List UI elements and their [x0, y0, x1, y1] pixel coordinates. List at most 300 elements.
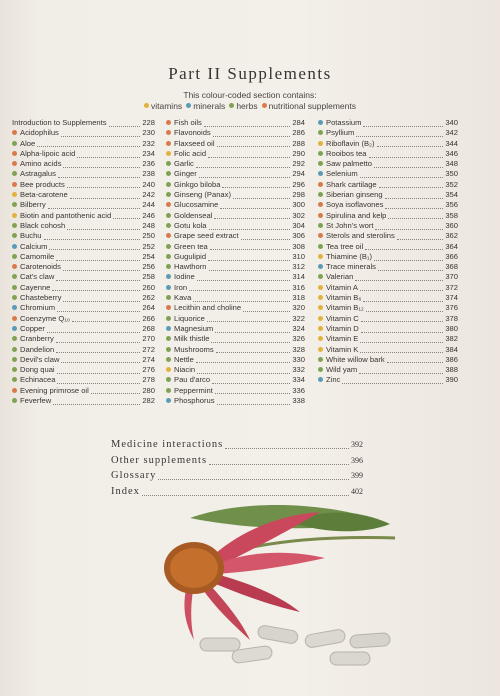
toc-page-number: 250: [142, 231, 155, 241]
dot-leader: [375, 223, 443, 230]
dot-leader: [377, 140, 444, 147]
category-dot-icon: [12, 182, 17, 187]
category-dot-icon: [318, 305, 323, 310]
toc-entry-name: Amino acids: [20, 159, 62, 169]
category-dot-icon: [318, 171, 323, 176]
toc-entry[interactable]: [166, 396, 305, 406]
dot-leader: [363, 120, 443, 127]
back-matter-entry[interactable]: [111, 484, 363, 500]
toc-entry[interactable]: [318, 375, 458, 385]
toc-entry[interactable]: [318, 242, 458, 252]
category-dot-icon: [166, 377, 171, 382]
toc-entry[interactable]: [318, 345, 458, 355]
toc-entry[interactable]: [166, 221, 305, 231]
toc-entry[interactable]: [166, 324, 305, 334]
back-matter-entry[interactable]: [111, 468, 363, 484]
toc-page-number: 280: [142, 385, 155, 395]
back-matter-entry[interactable]: [111, 453, 363, 469]
dot-leader: [193, 295, 290, 302]
toc-entry[interactable]: [12, 159, 155, 169]
toc-entry[interactable]: [318, 139, 458, 149]
toc-page-number: 376: [445, 303, 458, 313]
toc-page-number: 314: [292, 272, 305, 282]
toc-entry-name: Bee products: [20, 179, 65, 189]
category-dot-icon: [318, 254, 323, 259]
toc-entry[interactable]: [12, 272, 155, 282]
toc-entry-name: Riboflavin (B₂): [326, 138, 375, 148]
category-dot-icon: [318, 151, 323, 156]
dot-leader: [359, 367, 443, 374]
category-dot-icon: [166, 305, 171, 310]
legend-key-herbs: [229, 101, 257, 111]
toc-entry[interactable]: [12, 396, 155, 406]
toc-entry-name: Fish oils: [174, 118, 202, 127]
toc-entry[interactable]: [318, 211, 458, 221]
category-dot-icon: [12, 367, 17, 372]
category-dot-icon: [318, 264, 323, 269]
toc-entry[interactable]: [166, 242, 305, 252]
toc-page-number: 230: [142, 128, 155, 138]
toc-entry-name: Introduction to Supplements: [12, 118, 107, 127]
toc-entry-name: Gugulipid: [174, 251, 207, 261]
toc-entry-name: Acidophilus: [20, 128, 59, 138]
toc-entry-name: Thiamine (B₁): [326, 251, 373, 261]
toc-entry[interactable]: [166, 314, 305, 324]
dot-leader: [209, 223, 291, 230]
toc-entry[interactable]: [166, 272, 305, 282]
toc-entry[interactable]: [166, 334, 305, 344]
dot-leader: [57, 367, 141, 374]
toc-entry[interactable]: [166, 355, 305, 365]
category-dot-icon: [12, 171, 17, 176]
category-dot-icon: [12, 326, 17, 331]
toc-entry-name: Saw palmetto: [326, 159, 373, 169]
toc-page-number: 238: [142, 169, 155, 179]
capsule-shape: [350, 633, 391, 649]
dot-leader: [63, 295, 140, 302]
toc-entry[interactable]: [12, 293, 155, 303]
toc-entry[interactable]: [12, 314, 155, 324]
toc-entry-name: Carotenoids: [20, 262, 61, 272]
legend-label: nutritional supplements: [268, 101, 356, 111]
category-dot-icon: [12, 295, 17, 300]
dot-leader: [356, 130, 443, 137]
dot-leader: [360, 346, 443, 353]
toc-entry[interactable]: [318, 365, 458, 375]
toc-entry[interactable]: [166, 169, 305, 179]
toc-entry[interactable]: [166, 283, 305, 293]
toc-page-number: 358: [445, 210, 458, 220]
legend-dot-icon: [229, 103, 234, 108]
toc-entry-name: Cat's claw: [20, 272, 55, 282]
toc-entry-name: Spirulina and kelp: [326, 210, 387, 220]
category-dot-icon: [12, 347, 17, 352]
contents-column-3: [318, 118, 458, 386]
toc-entry[interactable]: [12, 386, 155, 396]
toc-entry[interactable]: [166, 375, 305, 385]
toc-entry-name: Grape seed extract: [174, 231, 239, 241]
toc-entry[interactable]: [318, 200, 458, 210]
toc-entry[interactable]: [12, 365, 155, 375]
toc-entry[interactable]: [166, 231, 305, 241]
category-dot-icon: [166, 285, 171, 290]
category-dot-icon: [12, 316, 17, 321]
toc-entry[interactable]: [318, 159, 458, 169]
toc-entry-name: Feverfew: [20, 396, 52, 406]
toc-entry[interactable]: [12, 231, 155, 241]
toc-entry[interactable]: [318, 293, 458, 303]
dot-leader: [211, 336, 290, 343]
toc-entry[interactable]: [12, 242, 155, 252]
toc-entry[interactable]: [166, 365, 305, 375]
toc-entry[interactable]: [12, 118, 155, 128]
toc-entry-name: Siberian ginseng: [326, 190, 383, 200]
toc-page-number: 374: [445, 293, 458, 303]
toc-entry[interactable]: [12, 190, 155, 200]
toc-entry[interactable]: [166, 262, 305, 272]
toc-entry[interactable]: [12, 200, 155, 210]
toc-entry[interactable]: [166, 159, 305, 169]
toc-entry[interactable]: [166, 211, 305, 221]
toc-entry[interactable]: [12, 128, 155, 138]
back-matter-page-number: 392: [351, 440, 363, 449]
toc-entry-name: Black cohosh: [20, 220, 66, 230]
toc-entry-name: Folic acid: [174, 148, 207, 158]
toc-page-number: 308: [292, 241, 305, 251]
category-dot-icon: [12, 285, 17, 290]
toc-entry-name: Tea tree oil: [326, 241, 364, 251]
category-dot-icon: [12, 161, 17, 166]
toc-entry[interactable]: [318, 303, 458, 313]
category-dot-icon: [166, 388, 171, 393]
category-dot-icon: [166, 357, 171, 362]
category-dot-icon: [166, 223, 171, 228]
toc-entry[interactable]: [318, 231, 458, 241]
dot-leader: [379, 181, 444, 188]
toc-page-number: 334: [292, 375, 305, 385]
category-dot-icon: [318, 130, 323, 135]
toc-entry-name: Chromium: [20, 303, 56, 313]
category-dot-icon: [12, 264, 17, 269]
dot-leader: [77, 151, 140, 158]
toc-page-number: 300: [292, 200, 305, 210]
toc-page-number: 372: [445, 282, 458, 292]
toc-entry-name: Potassium: [326, 118, 362, 127]
category-dot-icon: [318, 336, 323, 341]
dot-leader: [397, 233, 444, 240]
toc-entry[interactable]: [12, 262, 155, 272]
category-dot-icon: [318, 161, 323, 166]
toc-entry[interactable]: [166, 345, 305, 355]
echinacea-flower-illustration: [150, 500, 410, 680]
toc-page-number: 306: [292, 231, 305, 241]
category-dot-icon: [12, 336, 17, 341]
toc-page-number: 256: [142, 262, 155, 272]
toc-entry[interactable]: [166, 190, 305, 200]
toc-entry-name: Vitamin K: [326, 344, 359, 354]
category-dot-icon: [318, 233, 323, 238]
dot-leader: [56, 336, 141, 343]
toc-entry-name: Aloe: [20, 138, 36, 148]
dot-leader: [225, 440, 349, 449]
toc-page-number: 362: [445, 231, 458, 241]
toc-page-number: 340: [445, 118, 458, 127]
toc-entry[interactable]: [318, 324, 458, 334]
toc-entry-name: Selenium: [326, 169, 358, 179]
toc-page-number: 244: [142, 200, 155, 210]
category-dot-icon: [12, 192, 17, 197]
category-dot-icon: [166, 254, 171, 259]
toc-entry[interactable]: [12, 345, 155, 355]
toc-page-number: 360: [445, 220, 458, 230]
toc-page-number: 254: [142, 251, 155, 261]
capsule-shape: [330, 652, 370, 665]
toc-page-number: 294: [292, 169, 305, 179]
toc-entry-name: Hawthorn: [174, 262, 207, 272]
toc-entry-name: Ginkgo biloba: [174, 179, 221, 189]
toc-page-number: 336: [292, 385, 305, 395]
toc-entry[interactable]: [12, 180, 155, 190]
toc-entry[interactable]: [166, 128, 305, 138]
dot-leader: [209, 456, 349, 465]
toc-entry[interactable]: [318, 128, 458, 138]
toc-entry-name: Goldenseal: [174, 210, 213, 220]
category-dot-icon: [318, 120, 323, 125]
toc-entry[interactable]: [166, 180, 305, 190]
category-dot-icon: [318, 316, 323, 321]
dot-leader: [220, 202, 290, 209]
category-dot-icon: [318, 377, 323, 382]
dot-leader: [56, 274, 140, 281]
category-dot-icon: [12, 223, 17, 228]
toc-page-number: 242: [142, 190, 155, 200]
toc-entry-name: Pau d'arco: [174, 375, 211, 385]
toc-entry[interactable]: [12, 375, 155, 385]
toc-entry-name: Liquorice: [174, 313, 205, 323]
category-dot-icon: [166, 151, 171, 156]
toc-entry[interactable]: [166, 139, 305, 149]
toc-entry[interactable]: [166, 386, 305, 396]
toc-page-number: 330: [292, 354, 305, 364]
toc-page-number: 366: [445, 251, 458, 261]
toc-page-number: 248: [142, 220, 155, 230]
dot-leader: [385, 192, 444, 199]
toc-entry[interactable]: [12, 139, 155, 149]
toc-entry[interactable]: [12, 324, 155, 334]
dot-leader: [197, 367, 290, 374]
toc-page-number: 378: [445, 313, 458, 323]
toc-entry[interactable]: [166, 293, 305, 303]
toc-page-number: 388: [445, 365, 458, 375]
category-dot-icon: [318, 285, 323, 290]
toc-entry-name: Alpha-lipoic acid: [20, 148, 76, 158]
category-dot-icon: [12, 305, 17, 310]
toc-entry-name: Echinacea: [20, 375, 56, 385]
page-title: Part II Supplements: [168, 64, 332, 83]
toc-entry-name: St John's wort: [326, 220, 374, 230]
dot-leader: [196, 161, 290, 168]
dot-leader: [216, 346, 291, 353]
category-dot-icon: [318, 192, 323, 197]
toc-page-number: 278: [142, 375, 155, 385]
toc-entry[interactable]: [166, 303, 305, 313]
dot-leader: [204, 120, 290, 127]
toc-entry[interactable]: [12, 355, 155, 365]
toc-page-number: 284: [292, 118, 305, 127]
toc-page-number: 270: [142, 334, 155, 344]
toc-entry[interactable]: [12, 221, 155, 231]
toc-entry[interactable]: [166, 252, 305, 262]
toc-entry[interactable]: [318, 283, 458, 293]
toc-entry-name: Ginseng (Panax): [174, 190, 231, 200]
legend-label: minerals: [193, 101, 226, 111]
toc-page-number: 332: [292, 365, 305, 375]
category-dot-icon: [166, 182, 171, 187]
dot-leader: [378, 264, 443, 271]
dot-leader: [217, 140, 291, 147]
category-dot-icon: [166, 202, 171, 207]
toc-page-number: 240: [142, 179, 155, 189]
toc-page-number: 344: [445, 138, 458, 148]
dot-leader: [215, 326, 290, 333]
toc-entry-name: Psyllium: [326, 128, 355, 138]
dot-leader: [214, 212, 290, 219]
toc-entry-name: White willow bark: [326, 354, 385, 364]
toc-entry-name: Vitamin B₆: [326, 293, 362, 303]
category-dot-icon: [318, 367, 323, 372]
toc-entry[interactable]: [166, 200, 305, 210]
toc-entry[interactable]: [318, 118, 458, 128]
dot-leader: [63, 264, 140, 271]
toc-entry-name: Cayenne: [20, 282, 51, 292]
dot-leader: [355, 274, 443, 281]
toc-entry[interactable]: [318, 180, 458, 190]
toc-entry-name: Beta-carotene: [20, 190, 68, 200]
dot-leader: [57, 305, 140, 312]
toc-entry[interactable]: [318, 262, 458, 272]
contents-column-1: [12, 118, 155, 406]
toc-entry-name: Vitamin A: [326, 282, 358, 292]
toc-entry[interactable]: [12, 303, 155, 313]
toc-entry-name: Valerian: [326, 272, 354, 282]
toc-page-number: 324: [292, 323, 305, 333]
dot-leader: [210, 243, 291, 250]
toc-entry[interactable]: [318, 252, 458, 262]
toc-entry[interactable]: [166, 149, 305, 159]
dot-leader: [58, 171, 140, 178]
toc-entry-name: Peppermint: [174, 385, 213, 395]
toc-entry[interactable]: [318, 314, 458, 324]
toc-entry[interactable]: [318, 272, 458, 282]
category-dot-icon: [166, 316, 171, 321]
dot-leader: [387, 356, 444, 363]
dot-leader: [61, 130, 140, 137]
category-dot-icon: [318, 141, 323, 146]
category-dot-icon: [12, 151, 17, 156]
toc-entry-name: Kava: [174, 293, 192, 303]
legend-key-vitamins: [144, 101, 182, 111]
toc-entry[interactable]: [12, 252, 155, 262]
category-dot-icon: [12, 141, 17, 146]
toc-page-number: 350: [445, 169, 458, 179]
category-dot-icon: [166, 233, 171, 238]
dot-leader: [61, 356, 140, 363]
dot-leader: [233, 192, 290, 199]
category-dot-icon: [12, 357, 17, 362]
toc-entry[interactable]: [318, 169, 458, 179]
toc-page-number: 266: [142, 313, 155, 323]
toc-entry[interactable]: [12, 334, 155, 344]
dot-leader: [158, 471, 349, 480]
toc-page-number: 364: [445, 241, 458, 251]
toc-entry-name: Mushrooms: [174, 344, 214, 354]
legend-key-nutritional: [262, 101, 356, 111]
category-dot-icon: [166, 264, 171, 269]
toc-entry[interactable]: [318, 149, 458, 159]
category-dot-icon: [166, 326, 171, 331]
toc-entry-name: Biotin and pantothenic acid: [20, 210, 112, 220]
toc-page-number: 268: [142, 323, 155, 333]
toc-page-number: 262: [142, 293, 155, 303]
dot-leader: [360, 336, 443, 343]
toc-entry-name: Shark cartilage: [326, 179, 377, 189]
toc-entry[interactable]: [318, 221, 458, 231]
category-dot-icon: [166, 295, 171, 300]
back-matter-page-number: 399: [351, 471, 363, 480]
toc-entry[interactable]: [12, 169, 155, 179]
legend-dot-icon: [144, 103, 149, 108]
dot-leader: [241, 233, 291, 240]
dot-leader: [217, 398, 291, 405]
toc-entry[interactable]: [12, 211, 155, 221]
toc-page-number: 264: [142, 303, 155, 313]
toc-entry-name: Vitamin D: [326, 323, 359, 333]
dot-leader: [44, 233, 141, 240]
toc-entry[interactable]: [12, 283, 155, 293]
toc-page-number: 274: [142, 354, 155, 364]
toc-page-number: 232: [142, 138, 155, 148]
dot-leader: [209, 264, 291, 271]
capsule-shape: [200, 638, 240, 651]
dot-leader: [57, 377, 140, 384]
category-dot-icon: [166, 120, 171, 125]
toc-entry[interactable]: [166, 118, 305, 128]
toc-entry-name: Gotu kola: [174, 220, 207, 230]
toc-entry-name: Iron: [174, 282, 188, 292]
toc-page-number: 304: [292, 220, 305, 230]
toc-page-number: 320: [292, 303, 305, 313]
dot-leader: [243, 305, 290, 312]
toc-entry[interactable]: [12, 149, 155, 159]
toc-entry-name: Calcium: [20, 241, 48, 251]
toc-entry[interactable]: [318, 190, 458, 200]
toc-page-number: 310: [292, 251, 305, 261]
category-dot-icon: [318, 274, 323, 279]
dot-leader: [142, 487, 349, 496]
dot-leader: [196, 356, 290, 363]
back-matter-name: Glossary: [111, 470, 157, 481]
toc-page-number: 246: [142, 210, 155, 220]
toc-page-number: 352: [445, 179, 458, 189]
dot-leader: [67, 181, 141, 188]
dot-leader: [56, 346, 140, 353]
toc-entry[interactable]: [318, 334, 458, 344]
dot-leader: [49, 243, 140, 250]
category-dot-icon: [12, 398, 17, 403]
toc-entry[interactable]: [318, 355, 458, 365]
dot-leader: [53, 398, 140, 405]
back-matter-entry[interactable]: [111, 437, 363, 453]
